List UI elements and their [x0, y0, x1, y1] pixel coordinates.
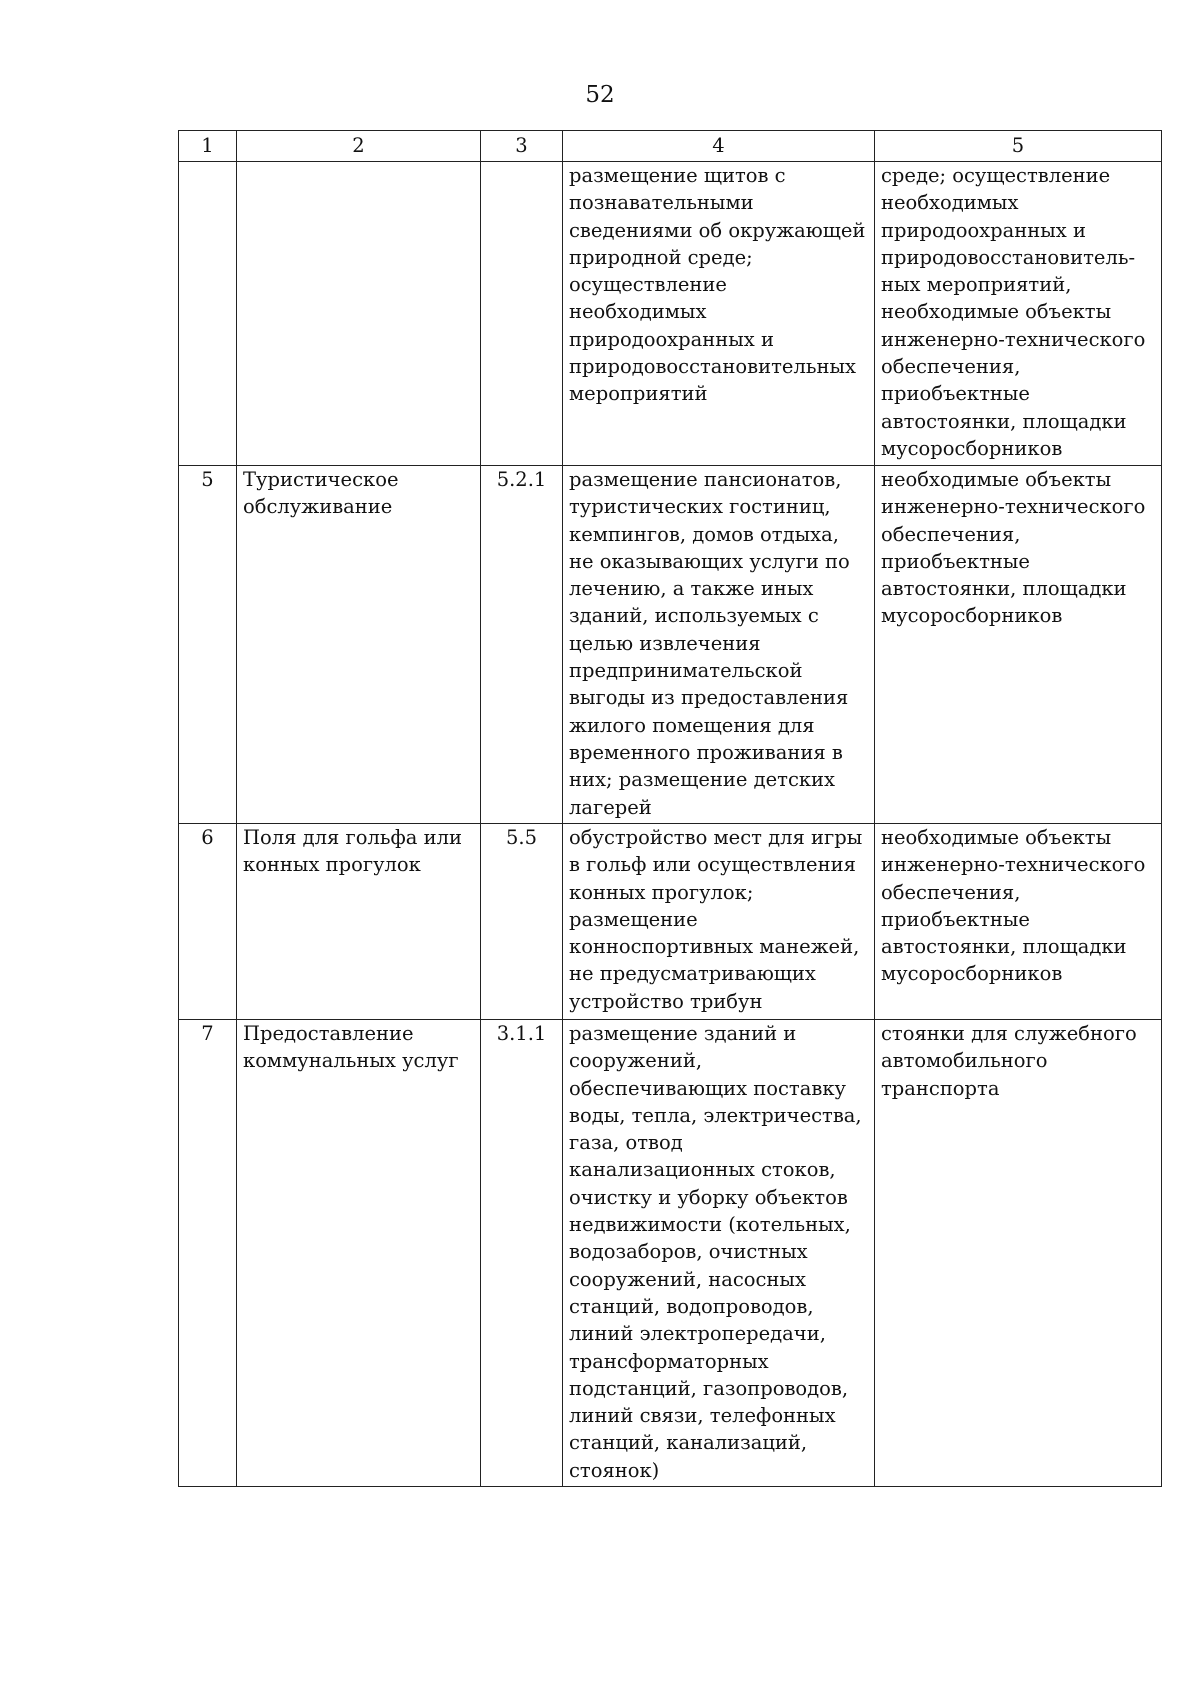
header-col-2: 2 — [237, 131, 481, 162]
row-number: 6 — [179, 824, 237, 1020]
use-type-name: Поля для гольфа или конных прогулок — [237, 824, 481, 1020]
row-number: 7 — [179, 1020, 237, 1487]
table-row — [179, 1020, 1162, 1487]
table-row — [179, 162, 1162, 466]
header-col-1: 1 — [179, 131, 237, 162]
use-type-code — [481, 162, 563, 466]
auxiliary-uses: необходимые объекты инженерно-технического обеспечения, приобъектные автостоянки, площадки мусоросборников — [875, 824, 1162, 1020]
use-type-name: Туристическое обслуживание — [237, 466, 481, 824]
use-description: размещение щитов с познавательными сведениями об окружающей природной среде; осуществление необходимых природоохранных и природовосстановительных мероприятий — [563, 162, 875, 466]
use-type-name — [237, 162, 481, 466]
table-row — [179, 824, 1162, 1020]
auxiliary-uses: необходимые объекты инженерно-технического обеспечения, приобъектные автостоянки, площадки мусоросборников — [875, 466, 1162, 824]
row-number: 5 — [179, 466, 237, 824]
header-row — [179, 131, 1162, 162]
use-type-code: 5.5 — [481, 824, 563, 1020]
land-use-table — [178, 130, 1162, 1487]
header-col-3: 3 — [481, 131, 563, 162]
use-description: размещение зданий и сооружений, обеспечивающих поставку воды, тепла, электричества, газа, отвод канализационных стоков, очистку и уборку объектов недвижимости (котельных, водозаборов, очистных сооружений, насосных станций, водопроводов, линий электропередачи, трансформаторных подстанций, газопроводов, линий связи, телефонных станций, канализаций, стоянок) — [563, 1020, 875, 1487]
use-description: размещение пансионатов, туристических гостиниц, кемпингов, домов отдыха, не оказывающих услуги по лечению, а также иных зданий, используемых с целью извлечения предпринимательской выгоды из предоставления жилого помещения для временного проживания в них; размещение детских лагерей — [563, 466, 875, 824]
auxiliary-uses: стоянки для служебного автомобильного транспорта — [875, 1020, 1162, 1487]
page-number: 52 — [585, 82, 615, 108]
use-type-code: 3.1.1 — [481, 1020, 563, 1487]
header-col-5: 5 — [875, 131, 1162, 162]
table-row — [179, 466, 1162, 824]
row-number — [179, 162, 237, 466]
header-col-4: 4 — [563, 131, 875, 162]
auxiliary-uses: среде; осуществление необходимых природоохранных и природовосстановитель- ных мероприятий, необходимые объекты инженерно-технического обеспечения, приобъектные автостоянки, площадки мусоросборников — [875, 162, 1162, 466]
use-type-code: 5.2.1 — [481, 466, 563, 824]
use-description: обустройство мест для игры в гольф или осуществления конных прогулок; размещение конноспортивных манежей, не предусматривающих устройство трибун — [563, 824, 875, 1020]
use-type-name: Предоставление коммунальных услуг — [237, 1020, 481, 1487]
